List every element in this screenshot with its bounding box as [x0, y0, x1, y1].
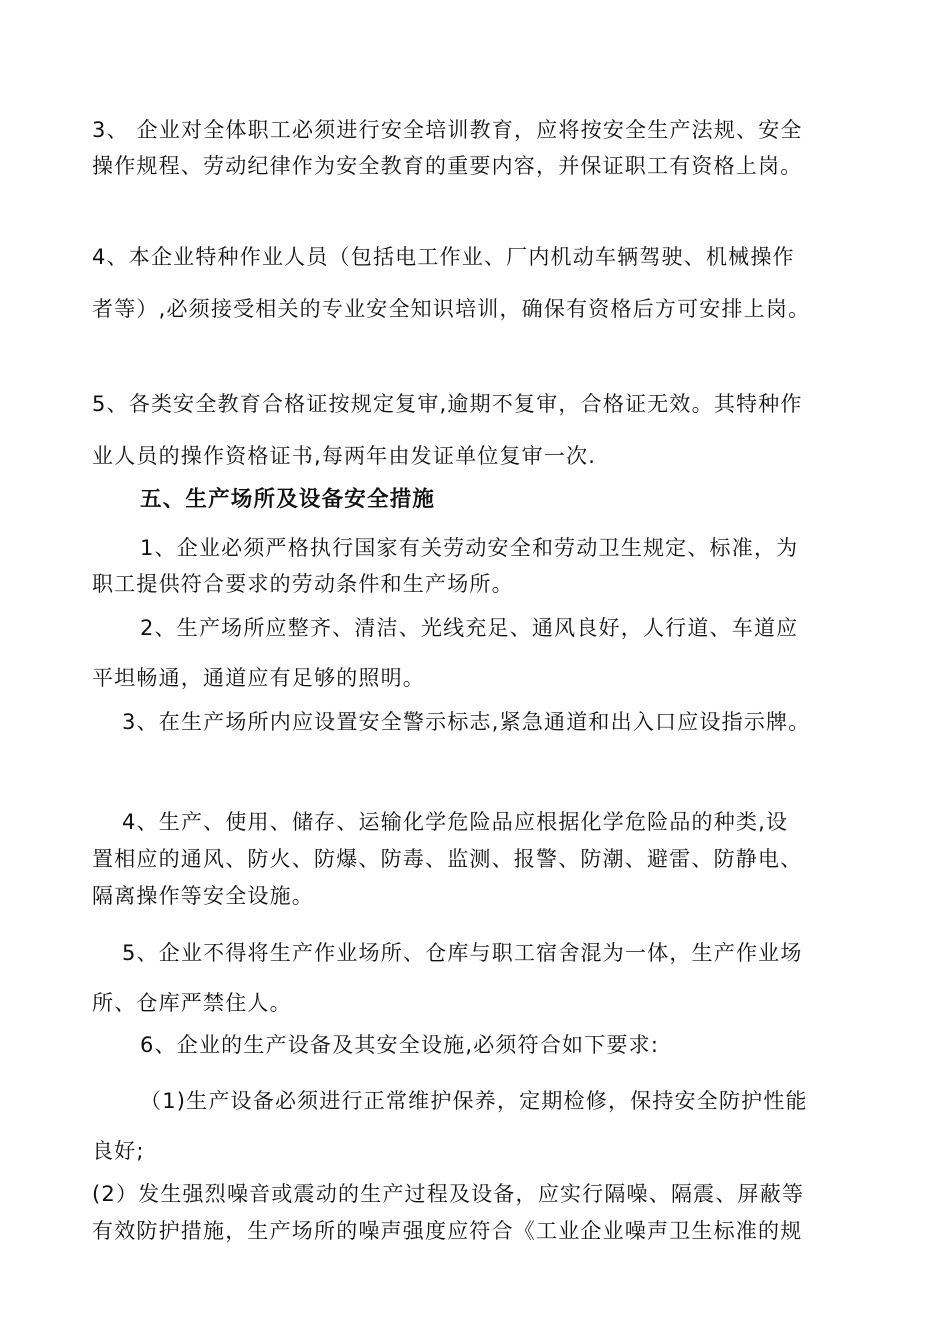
text-line: (2）发生强烈噪音或震动的生产过程及设备，应实行隔噪、隔震、屏蔽等: [92, 1182, 805, 1206]
text-line: 隔离操作等安全设施。: [92, 884, 314, 908]
text-line: 6、企业的生产设备及其安全设施,必须符合如下要求:: [140, 1033, 660, 1057]
text-line: 2、生产场所应整齐、清洁、光线充足、通风良好，人行道、车道应: [140, 616, 799, 640]
text-line: 5、企业不得将生产作业场所、仓库与职工宿舍混为一体，生产作业场: [122, 941, 803, 965]
text-line: 职工提供符合要求的劳动条件和生产场所。: [92, 572, 514, 596]
paragraph-dormitory-separation: [92, 928, 858, 1028]
text-line: 1、企业必须严格执行国家有关劳动安全和劳动卫生规定、标准，为: [140, 536, 799, 560]
text-line: 者等）,必须接受相关的专业安全知识培训，确保有资格后方可安排上岗。: [92, 297, 811, 321]
paragraph-certificate-review: [92, 378, 858, 482]
text-line: 业人员的操作资格证书,每两年由发证单位复审一次.: [92, 444, 597, 468]
paragraph-warning-signs: [92, 704, 858, 740]
text-line: 4、生产、使用、储存、运输化学危险品应根据化学危险品的种类,设: [122, 810, 789, 834]
text-line: 平坦畅通，通道应有足够的照明。: [92, 666, 425, 690]
paragraph-equipment-maintenance: [92, 1076, 858, 1176]
paragraph-labor-standards: [92, 530, 858, 602]
text-line: 所、仓库严禁住人。: [92, 991, 292, 1015]
paragraph-training-education: [92, 112, 858, 184]
section-heading-text: 五、生产场所及设备安全措施: [140, 487, 436, 512]
text-line: 置相应的通风、防火、防爆、防毒、监测、报警、防潮、避雷、防静电、: [92, 847, 803, 871]
text-line: 3、在生产场所内应设置安全警示标志,紧急通道和出入口应设指示牌。: [122, 710, 811, 734]
text-line: 有效防护措施，生产场所的噪声强度应符合《工业企业噪声卫生标准的规: [92, 1219, 803, 1243]
text-line: 良好;: [92, 1139, 145, 1163]
paragraph-workplace-conditions: [92, 603, 858, 703]
text-line: 操作规程、劳动纪律作为安全教育的重要内容，并保证职工有资格上岗。: [92, 154, 803, 178]
text-line: 5、各类安全教育合格证按规定复审,逾期不复审，合格证无效。其特种作: [92, 392, 803, 416]
section-heading: [92, 482, 858, 518]
paragraph-equipment-requirements: [92, 1027, 858, 1063]
text-line: 3、 企业对全体职工必须进行安全培训教育，应将按安全生产法规、安全: [92, 118, 803, 142]
paragraph-special-operators: [92, 231, 858, 335]
text-line: 4、本企业特种作业人员（包括电工作业、厂内机动车辆驾驶、机械操作: [92, 245, 795, 269]
text-line: （1)生产设备必须进行正常维护保养，定期检修，保持安全防护性能: [140, 1089, 808, 1113]
paragraph-noise-vibration: [92, 1176, 858, 1250]
paragraph-hazardous-chemicals: [92, 804, 858, 915]
